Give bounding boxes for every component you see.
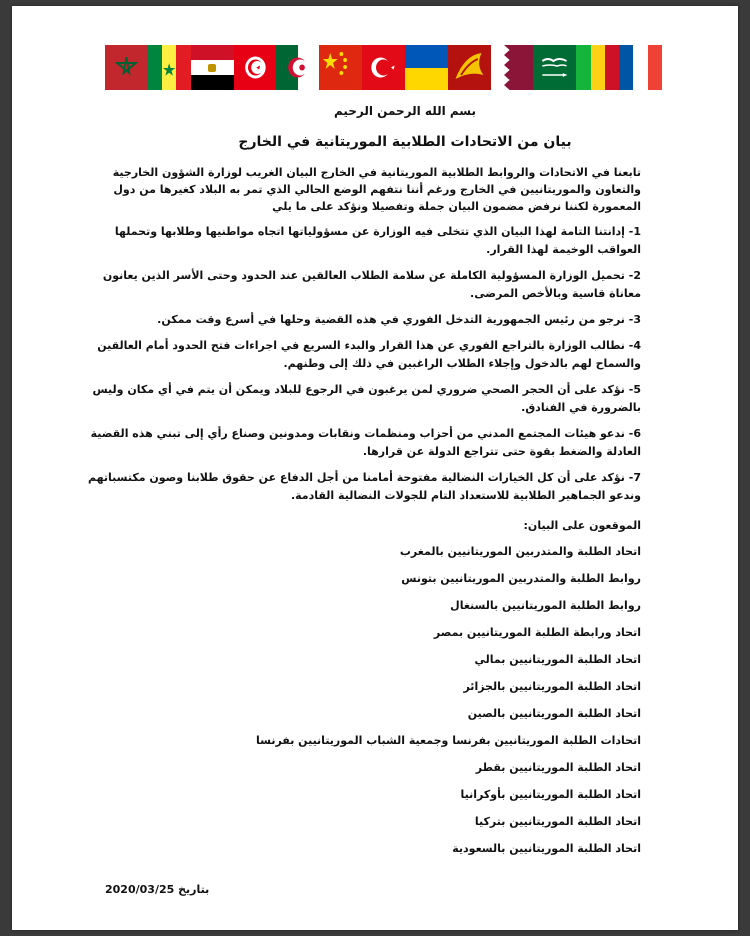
- intro-paragraph: تابعنا في الاتحادات والروابط الطلابية الموريتانية في الخارج البيان الغريب لوزارة الشؤون الخارجية والتعاون والموريتانيين في الخارج ورغم أننا نتفهم الوضع الحالي الذي تمر به البلاد كغيرها من دول المعمورة لكننا نرفض مضمون البيان جملة وتفصيلا ونؤكد على ما يلي: [112, 166, 641, 213]
- statement-point: 7- نؤكد على أن كل الخيارات النضالية مفتوحة أمامنا من أجل الدفاع عن حقوق طلابنا وصون مكتسباتهم وندعو الجماهير الطلابية للاستعداد التام للجولات النضالية القادمة.: [88, 471, 641, 502]
- algeria-flag: [276, 45, 319, 90]
- statement-point: 2- تحميل الوزارة المسؤولية الكاملة عن سلامة الطلاب العالقين عند الحدود وحتى الأسر الذين يعانون معاناة قاسية وبالأخص المرضى.: [102, 269, 641, 300]
- saudi-arabia-flag: [533, 45, 576, 90]
- document-page: [12, 6, 738, 930]
- france-flag: [619, 45, 662, 90]
- egypt-flag: [191, 45, 234, 90]
- morocco-flag: [105, 45, 148, 90]
- flag-banner: [105, 45, 662, 90]
- signer-item: اتحاد الطلبة الموريتانيين بالجزائر: [463, 680, 641, 693]
- basmala: بسم الله الرحمن الرحيم: [333, 104, 477, 118]
- turkey-flag: [362, 45, 405, 90]
- signer-item: اتحاد الطلبة الموريتانيين بمالي: [474, 653, 641, 666]
- signer-item: اتحادات الطلبة الموريتانيين بفرنسا وجمعية الشباب الموريتانيين بفرنسا: [256, 734, 641, 747]
- signer-item: اتحاد الطلبة الموريتانيين بالسعودية: [452, 842, 641, 855]
- statement-body: [87, 94, 683, 862]
- signers-list: [87, 538, 683, 862]
- signer-item: روابط الطلبة الموريتانيين بالسنغال: [450, 599, 641, 612]
- statement-point: 3- نرجو من رئيس الجمهورية التدخل الفوري في هذه القضية وحلها في أسرع وقت ممكن.: [157, 313, 641, 326]
- ukraine-flag: [405, 45, 448, 90]
- statement-point: 5- نؤكد على أن الحجر الصحي ضروري لمن يرغبون في الرجوع للبلاد ويمكن أن يتم في أي مكان وليس بالضرورة في الفنادق.: [92, 383, 641, 414]
- document-title: بيان من الاتحادات الطلابية الموريتانية في الخارج: [238, 134, 572, 150]
- document-date: [105, 883, 209, 896]
- signer-item: روابط الطلبة والمتدربين الموريتانيين بتونس: [401, 572, 641, 585]
- signer-item: اتحاد الطلبة الموريتانيين بالصين: [467, 707, 641, 720]
- statement-points: [87, 223, 683, 505]
- mali-flag: [576, 45, 619, 90]
- signer-item: اتحاد الطلبة والمتدربين الموريتانيين بالمغرب: [399, 545, 641, 558]
- statement-point: 6- ندعو هيئات المجتمع المدني من أحزاب ومنظمات ونقابات ومدونين وصناع رأي إلى تبني هذه القضية العادلة والضغط بقوة حتى تتراجع الدولة عن قرارها.: [90, 427, 641, 458]
- signer-item: اتحاد الطلبة الموريتانيين بأوكرانيا: [460, 788, 641, 801]
- date-value: 2020/03/25: [105, 883, 175, 896]
- date-label: بتاريخ: [178, 883, 210, 896]
- china-flag: [319, 45, 362, 90]
- signer-item: اتحاد الطلبة الموريتانيين بقطر: [475, 761, 641, 774]
- statement-point: 4- نطالب الوزارة بالتراجع الفوري عن هذا القرار والبدء السريع في اجراءات فتح الحدود أمام العالقين والسماح لهم بالدخول وإجلاء الطلاب الراغبين في ذلك إلى وطنهم.: [97, 339, 641, 370]
- signer-item: اتحاد ورابطة الطلبة الموريتانيين بمصر: [433, 626, 641, 639]
- statement-point: 1- إدانتنا التامة لهذا البيان الذي تتخلى فيه الوزارة عن مسؤولياتها اتجاه مواطنيها وطلابها وتحملها العواقب الوخيمة لهذا القرار.: [114, 225, 641, 256]
- signer-item: اتحاد الطلبة الموريتانيين بتركيا: [474, 815, 641, 828]
- signers-heading: الموقعون على البيان:: [523, 519, 641, 532]
- qatar-flag: [491, 45, 534, 90]
- tunisia-flag: [234, 45, 277, 90]
- emblem-flag: [448, 45, 491, 90]
- senegal-flag: [148, 45, 191, 90]
